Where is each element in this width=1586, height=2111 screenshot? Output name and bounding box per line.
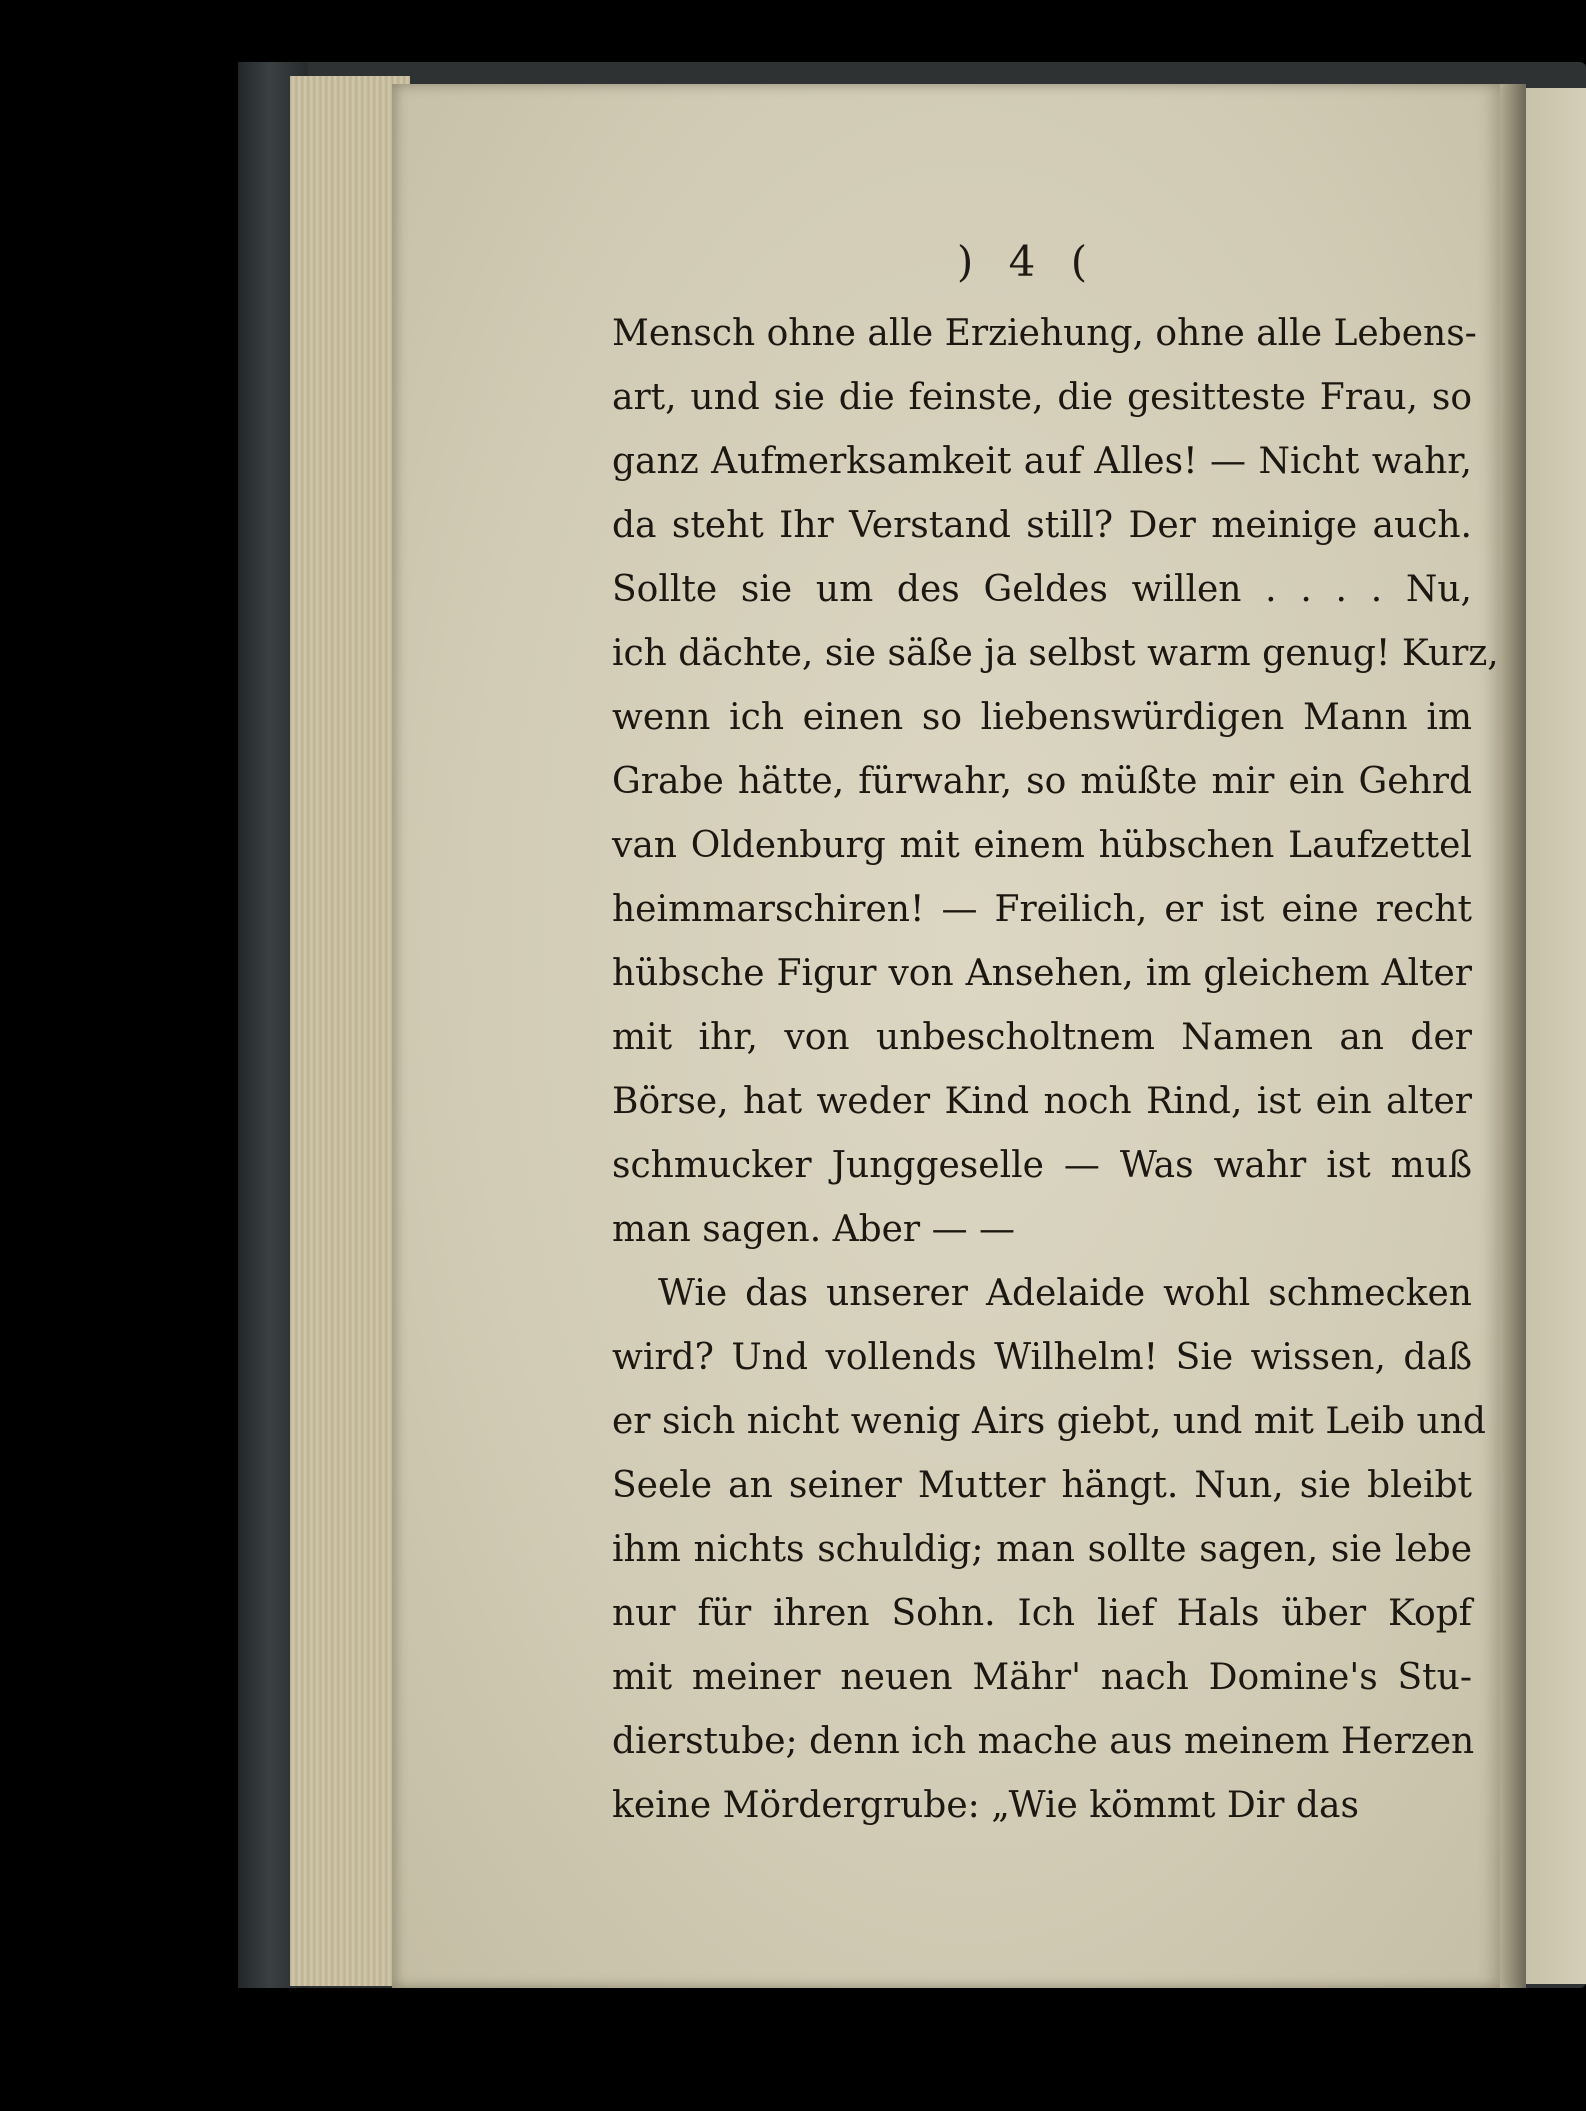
text-line: schmucker Junggeselle — Was wahr ist muß <box>612 1145 1472 1186</box>
text-line: Sollte sie um des Geldes willen . . . . Nu, <box>612 569 1472 610</box>
text-line: keine Mördergrube: „Wie kömmt Dir das <box>612 1785 1359 1826</box>
text-line: heimmarschiren! — Freilich, er ist eine recht <box>612 889 1472 930</box>
text-line: nur für ihren Sohn. Ich lief Hals über Kopf <box>612 1593 1472 1634</box>
text-line: Grabe hätte, fürwahr, so müßte mir ein Gehrd <box>612 761 1472 802</box>
text-line: Börse, hat weder Kind noch Rind, ist ein alter <box>612 1081 1472 1122</box>
facing-page-edge <box>1526 88 1586 1984</box>
text-line: Mensch ohne alle Erziehung, ohne alle Lebens- <box>612 313 1477 354</box>
paragraph <box>612 1262 1486 1838</box>
page-gutter <box>1500 84 1526 1988</box>
text-line: da steht Ihr Verstand still? Der meinige auch. <box>612 505 1472 546</box>
text-line: er sich nicht wenig Airs giebt, und mit Leib und <box>612 1401 1486 1442</box>
text-line: hübsche Figur von Ansehen, im gleichem Alter <box>612 953 1472 994</box>
text-line: ganz Aufmerksamkeit auf Alles! — Nicht wahr, <box>612 441 1472 482</box>
text-line: Wie das unserer Adelaide wohl schmecken <box>658 1273 1472 1314</box>
text-line: art, und sie die feinste, die gesitteste Frau, so <box>612 377 1472 418</box>
text-line: van Oldenburg mit einem hübschen Laufzettel <box>612 825 1472 866</box>
page-number: ) 4 ( <box>956 237 1088 286</box>
text-line: man sagen. Aber — — <box>612 1209 1016 1250</box>
text-line: ich dächte, sie säße ja selbst warm genug! Kurz, <box>612 633 1499 674</box>
text-line: wird? Und vollends Wilhelm! Sie wissen, daß <box>612 1337 1472 1378</box>
text-line: wenn ich einen so liebenswürdigen Mann im <box>612 697 1472 738</box>
paragraph <box>612 302 1499 1262</box>
text-line: dierstube; denn ich mache aus meinem Herzen <box>612 1721 1475 1762</box>
text-line: mit ihr, von unbescholtnem Namen an der <box>612 1017 1472 1058</box>
text-line: ihm nichts schuldig; man sollte sagen, sie lebe <box>612 1529 1472 1570</box>
text-line: Seele an seiner Mutter hängt. Nun, sie bleibt <box>612 1465 1472 1506</box>
text-line: mit meiner neuen Mähr' nach Domine's Stu- <box>612 1657 1472 1698</box>
body-text <box>612 302 1499 1838</box>
